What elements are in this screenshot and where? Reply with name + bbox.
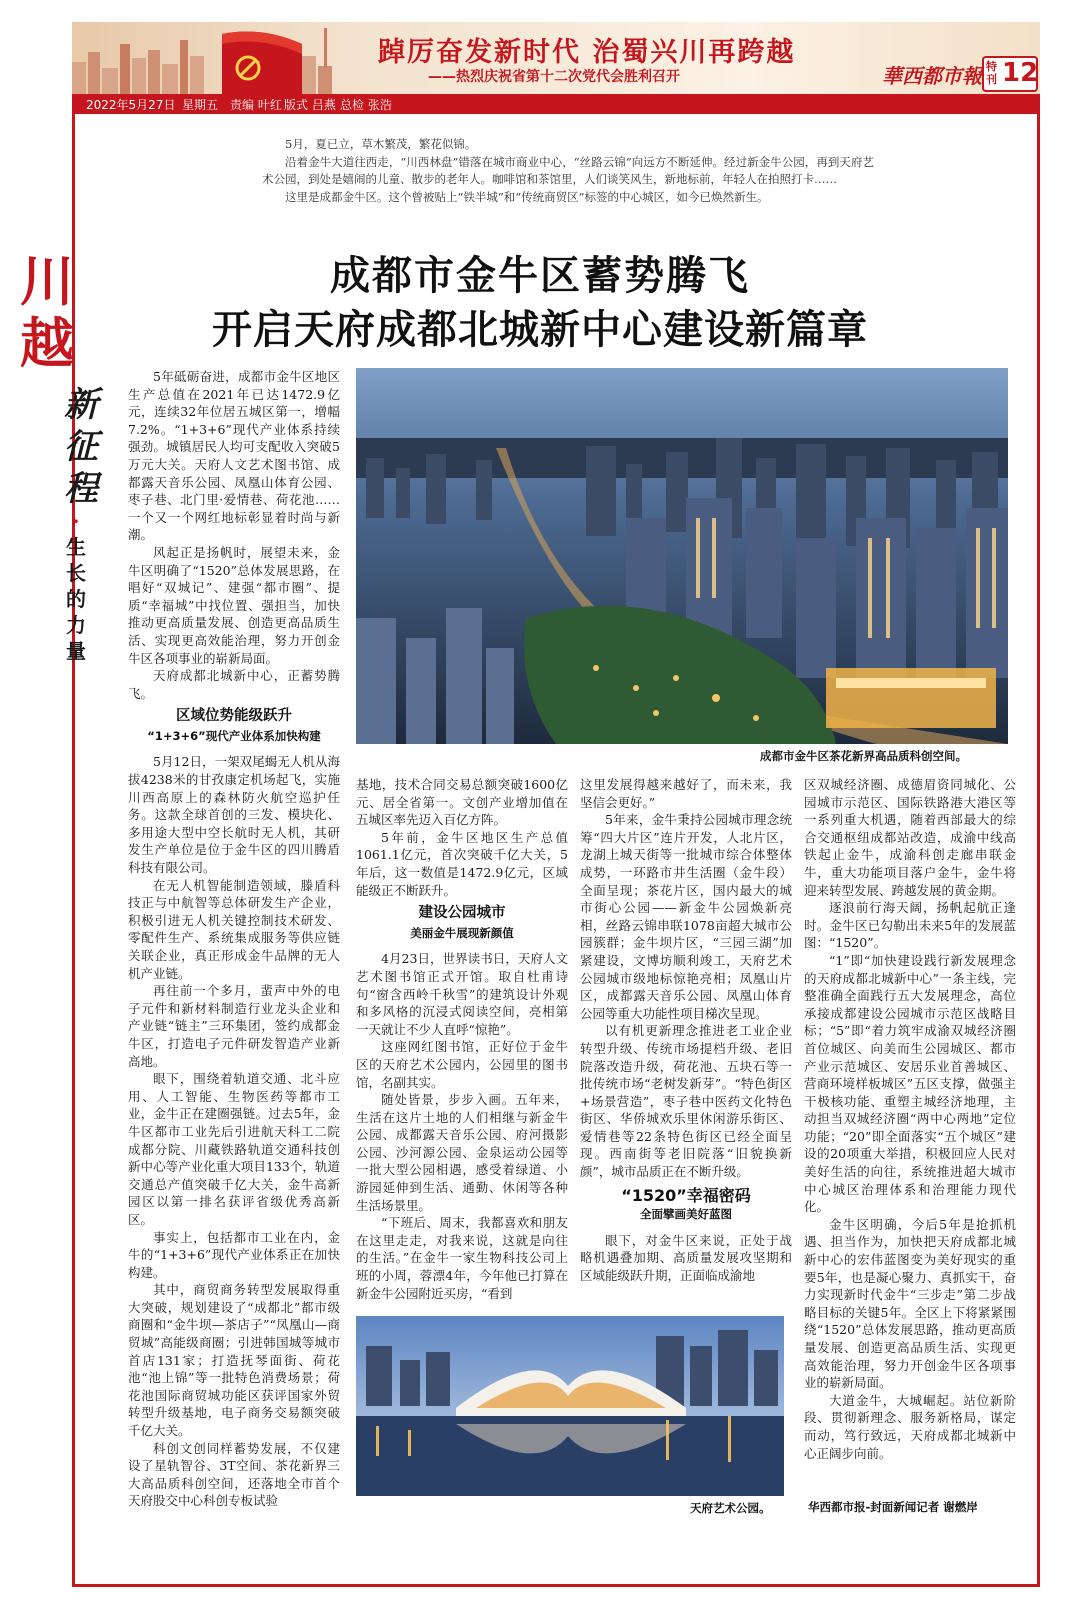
column-subtitle-vertical	[64, 508, 88, 664]
body-paragraph: 以有机更新理念推进老工业企业转型升级、传统市场提档升级、老旧院落改造升级，荷花池、五块石等一批传统市场“老树发新芽”。“特色街区+场景营造”，枣子巷中医药文化特色街区、华侨城欢乐里休闲游乐街区、爱情巷等22条特色街区已经全面呈现。西南街等老旧院落“旧貌换新颜”，城市品质正在不断升级。	[580, 1023, 792, 1180]
column-subtitle-char: 量	[66, 639, 86, 663]
body-paragraph: 区双城经济圈、成德眉资同城化、公园城市示范区、国际铁路港大港区等一系列重大机遇，随着西部最大的综合交通枢纽成都站改造，成渝中线高铁起止金牛，成渝科创走廊串联金牛，重大功能项目落户金牛，金牛将迎来转型发展、跨越发展的黄金期。	[804, 777, 1016, 898]
issue-weekday: 星期五	[182, 98, 219, 112]
column-subtitle-char: 力	[66, 613, 86, 637]
column-logo-char: 越	[20, 311, 74, 375]
article-column-1	[128, 368, 340, 1510]
body-paragraph: 逐浪前行海天阔，扬帆起航正逢时。金牛区已勾勒出未来5年的发展蓝图：“1520”。	[804, 900, 1016, 951]
body-paragraph: 基地，技术合同交易总额突破1600亿元、居全省第一。文创产业增加值在五城区率先迈入百亿方阵。	[356, 777, 568, 828]
body-paragraph: 随处皆景，步步入画。五年来，生活在这片土地的人们相继与新金牛公园、成都露天音乐公园、府河摄影公园、沙河源公园、金泉运动公园等一批大型公园相遇，感受着绿道、小游园延伸到生活、通勤、休闲等各种生活场景里。	[356, 1092, 568, 1213]
article-title-line1: 成都市金牛区蓄势腾飞	[330, 252, 750, 299]
article-column-4	[804, 776, 1016, 1462]
issue-date: 2022年5月27日	[86, 98, 176, 112]
section-heading: “1520”幸福密码	[621, 1185, 751, 1205]
article-title-line2: 开启天府成都北城新中心建设新篇章	[212, 306, 868, 353]
intro-paragraph: 5月，夏已立，草木繁茂，繁花似锦。	[285, 137, 477, 151]
aerial-city-photo	[356, 368, 1008, 744]
body-paragraph: 眼下，围绕着轨道交通、北斗应用、人工智能、生物医药等都市工业，金牛正在建圈强链。过去5年，金牛区都市工业先后引进航天科工二院成都分院、川藏铁路轨道交通科技创新中心等产业化重大项目133个，轨道交通总产值突破千亿大关，金牛高新园区以第一排名获评省级优秀高新区。	[128, 1071, 340, 1227]
column-logo-char: 程	[64, 469, 98, 509]
column-logo-char: 川	[20, 249, 74, 313]
layout-credit: 版式 吕燕	[284, 98, 336, 112]
body-paragraph: 5年前，金牛区地区生产总值1061.1亿元，首次突破千亿大关，5年后，这一数值是1472.9亿元，区域能级正不断跃升。	[356, 829, 568, 898]
newspaper-masthead: 華西都市報	[882, 64, 982, 88]
body-paragraph: 金牛区明确，今后5年是抢抓机遇、担当作为，加快把天府成都北城新中心的宏伟蓝图变为美好现实的重要5年，也是凝心聚力、真抓实干，奋力实现新时代金牛“三步走”第二步战略目标的关键5年。全区上下将紧紧围绕“1520”总体发展思路，推动更高质量发展、创造更高品质生活、实现更高效能治理，努力开创金牛区各项事业的崭新局面。	[804, 1216, 1016, 1391]
body-paragraph: 天府成都北城新中心，正蓄势腾飞。	[128, 668, 340, 701]
column-subtitle-char: 生	[66, 535, 86, 559]
body-paragraph: “下班后、周末，我都喜欢和朋友在这里走走，对我来说，这就是向往的生活。”在金牛一家生物科技公司上班的小周，蓉漂4年，今年他已打算在新金牛公园附近买房，“看到	[356, 1215, 568, 1301]
column-subtitle-char: 的	[66, 587, 86, 611]
section-subheading: 全面擘画美好蓝图	[640, 1207, 732, 1222]
city-skyline-emblem	[72, 22, 332, 94]
tianfu-art-park-photo	[356, 1316, 784, 1496]
column-logo-char: 新	[64, 385, 98, 425]
body-paragraph: 这座网红图书馆，正好位于金牛区的天府艺术公园内，公园里的图书馆，名副其实。	[356, 1039, 568, 1090]
column-subtitle-char: 长	[66, 561, 86, 585]
intro-paragraph: 这里是成都金牛区。这个曾被贴上“铁半城”和“传统商贸区”标签的中心城区，如今已焕然新生。	[285, 189, 769, 204]
body-paragraph: 在无人机智能制造领域，滕盾科技正与中航智等总体研发生产企业，积极引进无人机关键控制技术研发、零配件生产、系统集成服务等供应链关联企业，真正形成金牛品牌的无人机产业链。	[128, 877, 340, 981]
main-photo-caption: 成都市金牛区茶花新界高品质科创空间。	[760, 749, 967, 763]
body-paragraph: 其中，商贸商务转型发展取得重大突破，规划建设了“成都北”都市级商圈和“金牛坝—茶店子”“凤凰山—商贸城”高能级商圈；引进韩国城等城市首店131家；打造抚琴面街、荷花池“池上锦”等一批特色消费场景；荷花池国际商贸城功能区获评国家外贸转型升级基地，电子商务交易额突破千亿大关。	[128, 1282, 340, 1439]
park-photo-caption: 天府艺术公园。	[690, 1501, 771, 1515]
body-paragraph: 5年砥砺奋进，成都市金牛区地区生产总值在2021年已达1472.9亿元，连续32年位居五城区第一，增幅7.2%。“1+3+6”现代产业体系持续强劲。城镇居民人均可支配收入突破5万元大关。天府人文艺术图书馆、成都露天音乐公园、凤凰山体育公园、枣子巷、北门里·爱情巷、荷花池……一个又一个网红地标彰显着时尚与新潮。	[128, 369, 340, 543]
reporter-byline: 华西都市报-封面新闻记者 谢燃岸	[808, 1500, 978, 1514]
section-subheading: “1+3+6”现代产业体系加快构建	[147, 728, 321, 743]
column-logo-char: 征	[64, 427, 98, 467]
body-paragraph: 4月23日，世界读书日，天府人文艺术图书馆正式开馆。取自杜甫诗句“窗含西岭千秋雪”的建筑设计外观和多风格的沉浸式阅读空间，亮相第一天就让不少人直呼“惊艳”。	[356, 951, 568, 1037]
proof-credit: 总检 张浩	[340, 98, 392, 112]
slogan-subtitle: ——热烈庆祝省第十二次党代会胜利召开	[428, 69, 680, 85]
body-paragraph: 风起正是扬帆时，展望未来，金牛区明确了“1520”总体发展思路，在唱好“双城记”、建强“都市圈”、提质“幸福城”中找位置、强担当，加快推动更高质量发展、创造更高品质生活、实现更高效能治理，努力开创金牛区各项事业的崭新局面。	[128, 544, 340, 666]
article-column-2	[356, 776, 568, 1302]
body-paragraph: 再往前一个多月，蜚声中外的电子元件和新材料制造行业龙头企业和产业链“链主”三环集团，签约成都金牛区，打造电子元件研发智造产业新高地。	[128, 983, 340, 1069]
section-subheading: 美丽金牛展现新颜值	[410, 925, 514, 940]
intro-paragraph: 沿着金牛大道往西走，“川西林盘”错落在城市商业中心，“丝路云锦”向远方不断延伸。经过新金牛公园，再到天府艺术公园，到处是嬉闹的儿童、散步的老年人。咖啡馆和茶馆里，人们谈笑风生，新地标前，年轻人在拍照打卡……	[262, 154, 874, 186]
body-paragraph: “1”即“加快建设践行新发展理念的天府成都北城新中心”一条主线，完整准确全面践行五大发展理念，高位承接成都建设公园城市示范区战略目标；“5”即“着力筑牢成渝双城经济圈首位城区、向美而生公园城区、都市产业示范城区、安居乐业首善城区、营商环境样板城区”五区支撑，做强主干极核功能、重塑主城经济地理，主动担当双城经济圈“两中心两地”定位功能；“20”即全面落实“五个城区”建设的20项重大举措，积极回应人民对美好生活的向往，系统推进超大城市中心城区治理体系和治理能力现代化。	[804, 952, 1016, 1215]
special-edition-badge	[982, 56, 1038, 92]
special-edition-label: 特刊	[986, 60, 997, 86]
editor-credit: 责编 叶红	[230, 98, 282, 112]
body-paragraph: 事实上，包括都市工业在内，金牛的“1+3+6”现代产业体系正在加快构建。	[128, 1229, 340, 1280]
section-heading: 建设公园城市	[418, 905, 506, 922]
body-paragraph: 科创文创同样蓄势发展，不仅建设了星轨智谷、3T空间、茶花新界三大高品质科创空间，还落地全市首个天府股交中心科创专板试验	[128, 1440, 340, 1509]
column-logo-xinzhengcheng	[64, 384, 98, 510]
body-paragraph: 5月12日，一架双尾蝎无人机从海拔4238米的甘孜康定机场起飞，实施川西高原上的森林防火航空巡护任务。这款全球首创的三发、模块化、多用途大型中空长航时无人机，其研发生产单位是位于金牛区的四川腾盾科技有限公司。	[128, 754, 340, 876]
headline-slogan: 踔厉奋发新时代 治蜀兴川再跨越	[378, 37, 796, 68]
body-paragraph: 这里发展得越来越好了，而未来，我坚信会更好。”	[580, 777, 792, 810]
article-column-3	[580, 776, 792, 1285]
edition-info-bar	[72, 94, 1040, 114]
column-subtitle-char: ·	[72, 509, 80, 533]
section-heading: 区域位势能级跃升	[176, 708, 292, 725]
page-number: 12	[1002, 58, 1039, 88]
body-paragraph: 眼下，对金牛区来说，正处于战略机遇叠加期、高质量发展攻坚期和区域能级跃升期，正面临成渝地	[580, 1232, 792, 1284]
body-paragraph: 大道金牛，大城崛起。站位新阶段、贯彻新理念、服务新格局，谋定而动，笃行致远，天府成都北城新中心正阔步向前。	[804, 1392, 1016, 1461]
intro-lead	[262, 136, 874, 206]
body-paragraph: 5年来，金牛秉持公园城市理念统筹“四大片区”连片开发，人北片区，龙湖上城天街等一批城市综合体整体成势，一环路市井生活圈（金牛段）全面呈现；茶花片区，国内最大的城市街心公园——新金牛公园焕新亮相，丝路云锦串联1078亩超大城市公园簇群；金牛坝片区，“三园三湖”加紧建设，文博坊顺利竣工，天府艺术公园城市级地标惊艳亮相；凤凰山片区，成都露天音乐公园、凤凰山体育公园等重大功能性项目梯次呈现。	[580, 812, 792, 1021]
